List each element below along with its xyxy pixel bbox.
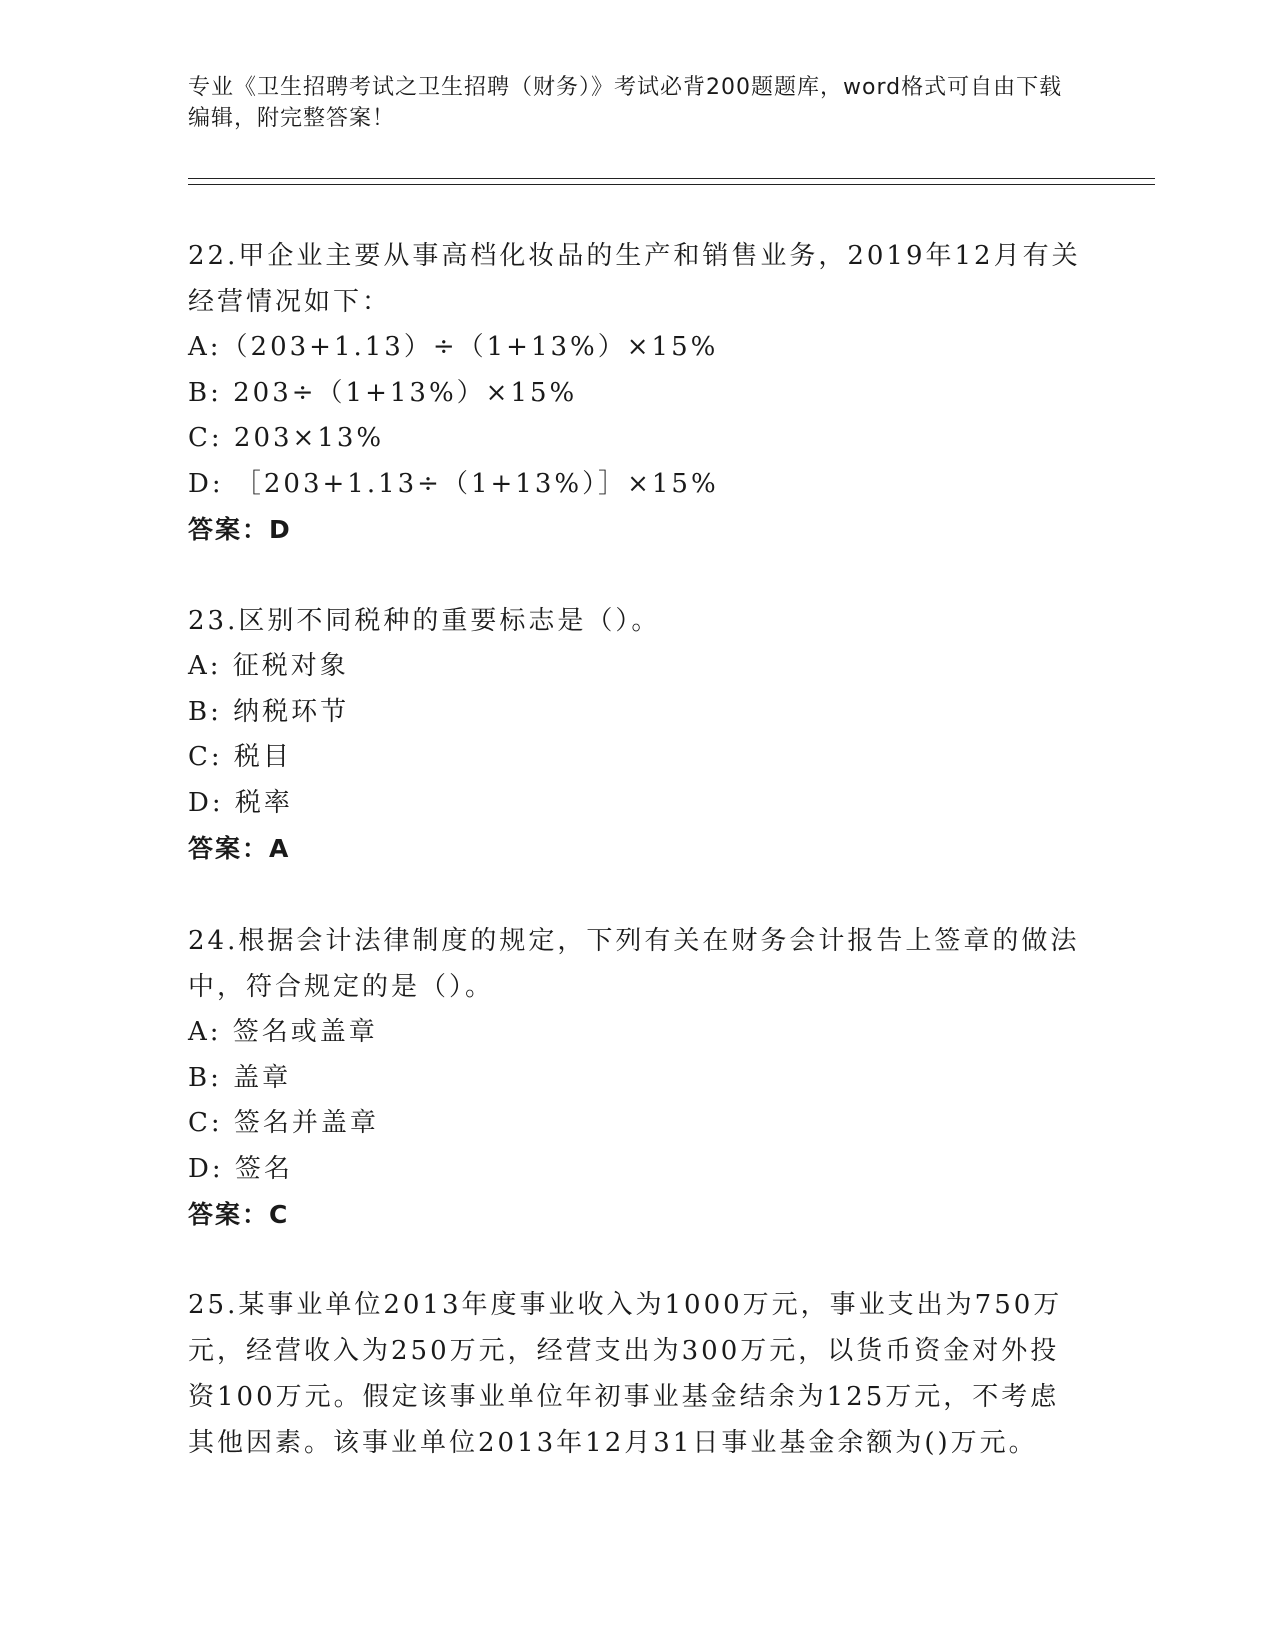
option-b: B: 盖章	[188, 1062, 292, 1093]
option-a: A:（203+1.13）÷（1+13%）×15%	[188, 332, 719, 362]
option-d: D: 签名	[188, 1153, 293, 1184]
question-stem: 22.甲企业主要从事高档化妆品的生产和销售业务，2019年12月有关经营情况如下：	[188, 241, 1081, 317]
document-header: 专业《卫生招聘考试之卫生招聘（财务）》考试必背200题题库，word格式可自由下载编辑，附完整答案！	[188, 75, 1063, 131]
question-25	[188, 1282, 1088, 1466]
header-divider-top	[188, 178, 1155, 179]
option-c: C: 203×13%	[188, 423, 385, 453]
option-d: D: ［203+1.13÷（1+13%）］×15%	[188, 468, 719, 499]
question-22	[188, 233, 1088, 553]
header-divider-bottom	[188, 184, 1155, 185]
question-stem: 24.根据会计法律制度的规定，下列有关在财务会计报告上签章的做法中，符合规定的是（）。	[188, 926, 1080, 1002]
option-d: D: 税率	[188, 787, 293, 818]
option-a: A: 签名或盖章	[188, 1017, 378, 1047]
option-b: B: 203÷（1+13%）×15%	[188, 377, 578, 408]
question-24	[188, 918, 1088, 1238]
question-stem: 23.区别不同税种的重要标志是（）。	[188, 606, 661, 636]
answer: 答案：D	[188, 515, 292, 544]
question-stem: 25.某事业单位2013年度事业收入为1000万元，事业支出为750万元，经营收入为250万元，经营支出为300万元，以货币资金对外投资100万元。假定该事业单位年初事业基金结余为125万元，不考虑其他因素。该事业单位2013年12月31日事业基金余额为()万元。	[188, 1290, 1063, 1458]
answer: 答案：A	[188, 834, 291, 863]
option-a: A: 征税对象	[188, 651, 349, 681]
question-23	[188, 598, 1088, 872]
option-c: C: 签名并盖章	[188, 1108, 379, 1138]
option-b: B: 纳税环节	[188, 696, 350, 727]
option-c: C: 税目	[188, 742, 292, 772]
answer: 答案：C	[188, 1200, 290, 1229]
